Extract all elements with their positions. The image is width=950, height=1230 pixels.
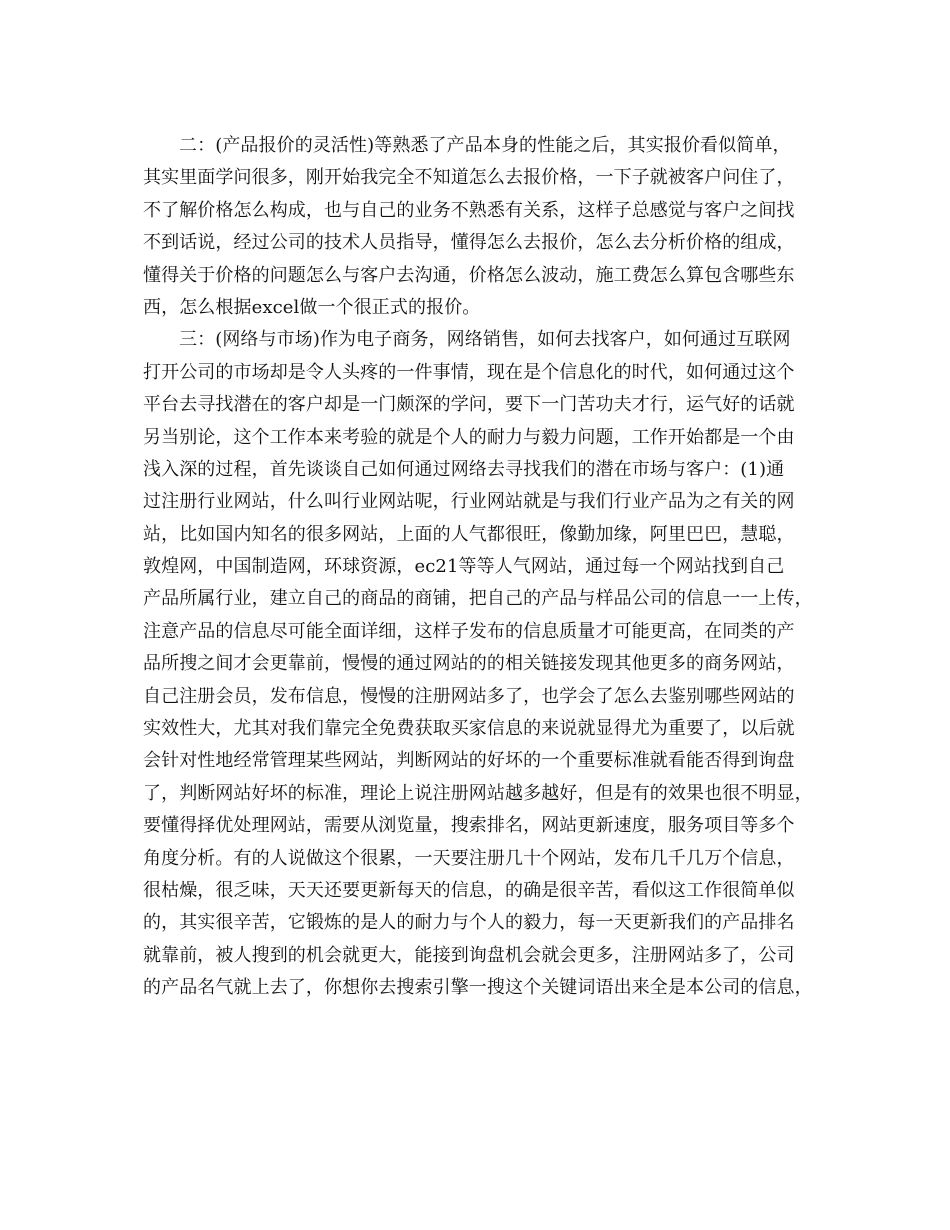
paragraph-2-line-5: 懂得关于价格的问题怎么与客户去沟通，价格怎么波动，施工费怎么算包含哪些东 xyxy=(143,264,795,286)
paragraph-3-line-16: 要懂得择优处理网站，需要从浏览量，搜索排名，网站更新速度，服务项目等多个 xyxy=(143,815,795,837)
paragraph-3-line-21: 的产品名气就上去了，你想你去搜索引擎一搜这个关键词语出来全是本公司的信息， xyxy=(143,977,813,999)
paragraph-3-line-13: 实效性大，尤其对我们靠完全免费获取买家信息的来说就显得尤为重要了，以后就 xyxy=(143,718,795,740)
paragraph-3-line-17: 角度分析。有的人说做这个很累，一天要注册几十个网站，发布几千几万个信息， xyxy=(143,847,795,869)
paragraph-2-line-1: 二：(产品报价的灵活性)等熟悉了产品本身的性能之后，其实报价看似简单， xyxy=(179,135,791,156)
paragraph-3-line-14: 会针对性地经常管理某些网站，判断网站的好坏的一个重要标准就看能否得到询盘 xyxy=(143,750,795,772)
paragraph-3-line-2: 打开公司的市场却是令人头疼的一件事情，现在是个信息化的时代，如何通过这个 xyxy=(143,361,795,383)
paragraph-3-line-5: 浅入深的过程，首先谈谈自己如何通过网络去寻找我们的潜在市场与客户：(1)通 xyxy=(143,458,785,480)
paragraph-2-line-3: 不了解价格怎么构成，也与自己的业务不熟悉有关系，这样子总感觉与客户之间找 xyxy=(143,199,795,221)
paragraph-3-line-6: 过注册行业网站，什么叫行业网站呢，行业网站就是与我们行业产品为之有关的网 xyxy=(143,491,795,513)
paragraph-2-line-6: 西，怎么根据excel做一个很正式的报价。 xyxy=(143,296,481,318)
paragraph-3-line-11: 品所搜之间才会更靠前，慢慢的通过网站的的相关链接发现其他更多的商务网站， xyxy=(143,653,795,675)
paragraph-2-line-2: 其实里面学问很多，刚开始我完全不知道怎么去报价格，一下子就被客户问住了， xyxy=(143,167,795,189)
paragraph-2-line-4: 不到话说，经过公司的技术人员指导，懂得怎么去报价，怎么去分析价格的组成， xyxy=(143,232,795,254)
document-body xyxy=(143,130,833,1005)
paragraph-3-line-15: 了，判断网站好坏的标准，理论上说注册网站越多越好，但是有的效果也很不明显， xyxy=(143,782,813,804)
paragraph-3-line-1: 三：(网络与市场)作为电子商务，网络销售，如何去找客户，如何通过互联网 xyxy=(179,329,791,351)
paragraph-3-line-3: 平台去寻找潜在的客户却是一门颇深的学问，要下一门苦功夫才行，运气好的话就 xyxy=(143,394,795,416)
paragraph-3-line-9: 产品所属行业，建立自己的商品的商铺，把自己的产品与样品公司的信息一一上传， xyxy=(143,588,813,610)
paragraph-3-line-19: 的，其实很辛苦，它锻炼的是人的耐力与个人的毅力，每一天更新我们的产品排名 xyxy=(143,912,795,934)
paragraph-3-line-8: 敦煌网，中国制造网，环球资源，ec21等等人气网站，通过每一个网站找到自己 xyxy=(143,556,785,578)
paragraph-3-line-18: 很枯燥，很乏味，天天还要更新每天的信息，的确是很辛苦，看似这工作很简单似 xyxy=(143,879,795,901)
paragraph-3-line-12: 自己注册会员，发布信息，慢慢的注册网站多了，也学会了怎么去鉴别哪些网站的 xyxy=(143,685,795,707)
paragraph-3-line-7: 站，比如国内知名的很多网站，上面的人气都很旺，像勤加缘，阿里巴巴，慧聪， xyxy=(143,523,795,545)
paragraph-3-line-20: 就靠前，被人搜到的机会就更大，能接到询盘机会就会更多，注册网站多了，公司 xyxy=(143,944,795,966)
paragraph-3-line-4: 另当别论，这个工作本来考验的就是个人的耐力与毅力问题，工作开始都是一个由 xyxy=(143,426,795,448)
paragraph-3-line-10: 注意产品的信息尽可能全面详细，这样子发布的信息质量才可能更高，在同类的产 xyxy=(143,620,795,642)
